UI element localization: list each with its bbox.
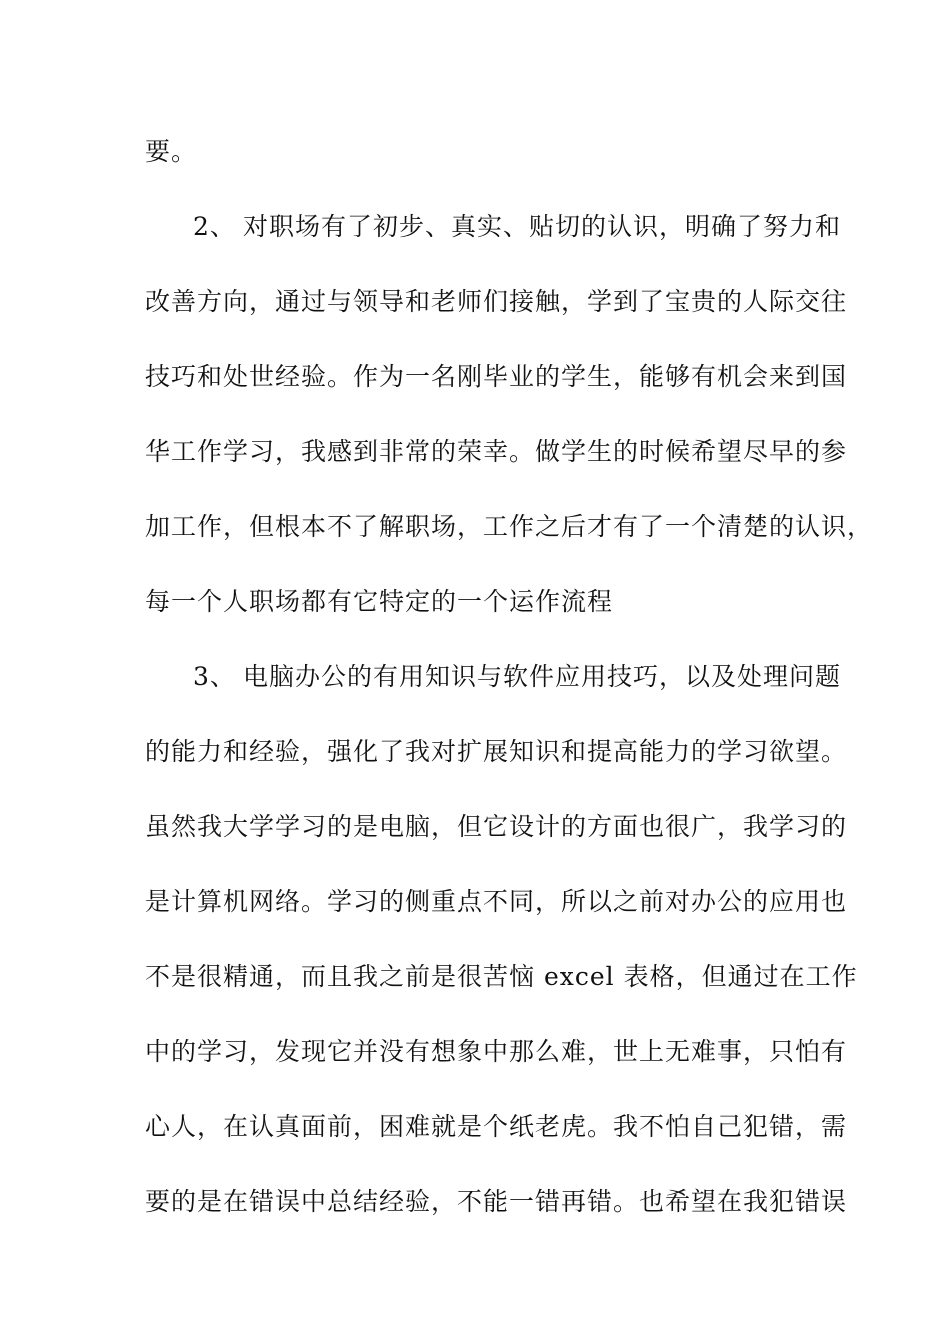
line-text: 要。 (145, 137, 198, 166)
text-line (145, 1187, 847, 1217)
text-line (145, 962, 858, 992)
text-line (145, 737, 847, 767)
line-text: 要的是在错误中总结经验，不能一错再错。也希望在我犯错误 (145, 1187, 848, 1216)
text-line (145, 512, 873, 542)
text-line (145, 437, 847, 467)
list-item-2-first-line (193, 212, 841, 242)
text-line (145, 812, 847, 842)
text-line (145, 587, 613, 617)
line-text: 心人，在认真面前，困难就是个纸老虎。我不怕自己犯错，需 (145, 1112, 848, 1141)
line-text: 加工作，但根本不了解职场，工作之后才有了一个清楚的认识， (145, 512, 874, 541)
text-line (145, 362, 847, 392)
line-text: 技巧和处世经验。作为一名刚毕业的学生，能够有机会来到国 (145, 362, 848, 391)
line-text: 改善方向，通过与领导和老师们接触，学到了宝贵的人际交往 (145, 287, 848, 316)
line-text: 电脑办公的有用知识与软件应用技巧，以及处理问题 (243, 662, 842, 691)
line-text: 是计算机网络。学习的侧重点不同，所以之前对办公的应用也 (145, 887, 848, 916)
list-item-3-first-line (193, 662, 841, 692)
line-text: 虽然我大学学习的是电脑，但它设计的方面也很广，我学习的 (145, 812, 848, 841)
text-line (145, 1112, 847, 1142)
line-text: 不是很精通，而且我之前是很苦恼 excel 表格，但通过在工作 (145, 962, 858, 991)
text-line (145, 1037, 847, 1067)
line-text: 中的学习，发现它并没有想象中那么难，世上无难事，只怕有 (145, 1037, 848, 1066)
list-item-number: 2、 (193, 212, 236, 241)
line-text: 对职场有了初步、真实、贴切的认识，明确了努力和 (243, 212, 842, 241)
line-text: 华工作学习，我感到非常的荣幸。做学生的时候希望尽早的参 (145, 437, 848, 466)
list-item-number: 3、 (193, 662, 236, 691)
line-text: 每一个人职场都有它特定的一个运作流程 (145, 587, 614, 616)
text-line (145, 887, 847, 917)
line-text: 的能力和经验，强化了我对扩展知识和提高能力的学习欲望。 (145, 737, 848, 766)
text-line (145, 287, 847, 317)
text-line (145, 137, 197, 167)
